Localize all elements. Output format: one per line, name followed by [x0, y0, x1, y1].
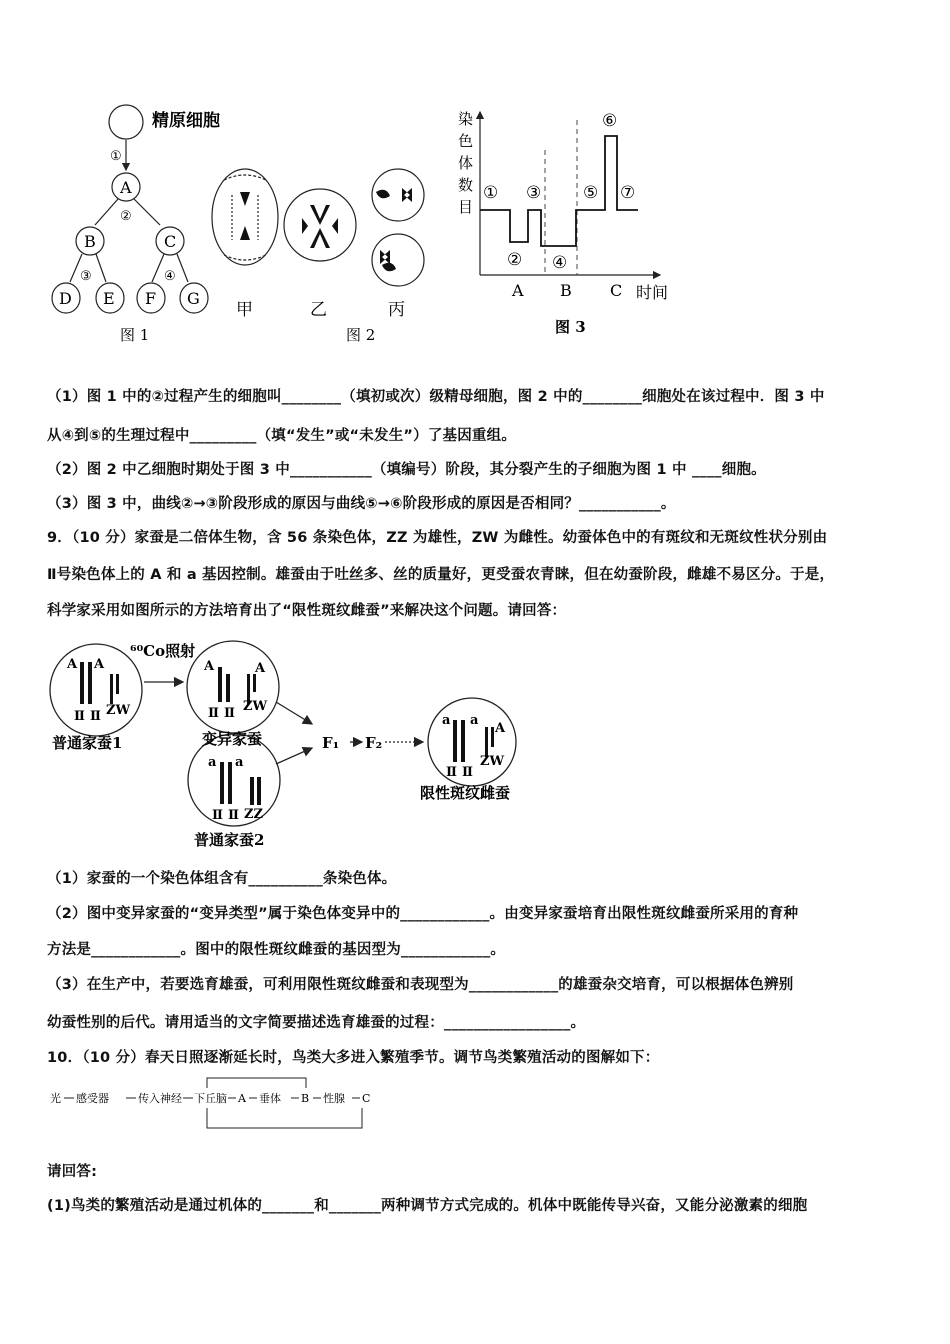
q9-sub-2b: 方法是____________。图中的限性斑纹雌蚕的基因型为____________。	[47, 942, 506, 958]
zz-1: ZZ	[244, 807, 263, 822]
process-label-3: ③	[80, 269, 92, 284]
q8-line-4: （3）图 3 中，曲线②→③阶段形成的原因与曲线⑤→⑥阶段形成的原因是否相同？___________。	[47, 496, 676, 512]
q10-line-2: 请回答:	[47, 1164, 98, 1180]
gene-A-5: A	[495, 721, 506, 736]
gene-a-3: a	[442, 713, 451, 728]
q8-line-1: （1）图 1 中的②过程产生的细胞叫________（填初或次）级精母细胞，图 2 中的________细胞处在该过程中．图 3 中	[47, 389, 825, 405]
fig3-x-label: 时间	[636, 283, 669, 302]
meiosis-figure	[40, 100, 710, 355]
flow-c: C	[362, 1092, 371, 1105]
fig3-tick-c: C	[610, 281, 623, 300]
fig3-tick-a: A	[512, 281, 524, 300]
q10-line-1: 10．（10 分）春天日照逐渐延长时，鸟类大多进入繁殖季节。调节鸟类繁殖活动的图解如下：	[47, 1050, 660, 1066]
chrom-II-3: Ⅱ	[208, 706, 219, 721]
q9-sub-2a: （2）图中变异家蚕的“变异类型”属于染色体变异中的____________。由变异家蚕培育出限性斑纹雌蚕所采用的育种	[47, 906, 799, 922]
cell-label-b: B	[84, 232, 96, 251]
flow-a: A	[238, 1092, 246, 1105]
gene-A-3: A	[204, 659, 215, 674]
fig2-label-jia: 甲	[236, 300, 253, 320]
q8-line-3: （2）图 2 中乙细胞时期处于图 3 中___________（填编号）阶段，其分裂产生的子细胞为图 1 中 ____细胞。	[47, 462, 766, 478]
fig2-chromosomes	[240, 188, 412, 271]
chrom-II-1: Ⅱ	[74, 709, 85, 724]
process-label-1: ①	[110, 149, 122, 164]
flow-pituitary: 垂体	[259, 1092, 281, 1105]
chrom-II-2: Ⅱ	[90, 709, 101, 724]
stage-label-2: ②	[507, 250, 523, 270]
q9-line-1: 9．（10 分）家蚕是二倍体生物，含 56 条染色体，ZZ 为雄性，ZW 为雌性。幼蚕体色中的有斑纹和无斑纹性状分别由	[47, 530, 828, 546]
chrom-II-7: Ⅱ	[446, 765, 457, 780]
cell-label-f: F	[145, 289, 157, 308]
chrom-II-8: Ⅱ	[462, 765, 473, 780]
flow-hypothalamus: 下丘脑	[194, 1092, 227, 1105]
fig3-caption: 图 3	[555, 318, 586, 336]
fig2-label-yi: 乙	[310, 300, 327, 320]
cell-label-d: D	[59, 289, 72, 308]
gene-a-4: a	[470, 713, 479, 728]
f1-label: F₁	[322, 734, 340, 752]
q9-line-3: 科学家采用如图所示的方法培育出了“限性斑纹雌蚕”来解决这个问题。请回答：	[47, 603, 567, 619]
q10-line-3: (1)鸟类的繁殖活动是通过机体的_______和_______两种调节方式完成的。机体中既能传导兴奋，又能分泌激素的细胞	[47, 1198, 808, 1214]
fig2-label-bing: 丙	[388, 300, 405, 320]
gene-A-4: A	[255, 661, 266, 676]
q9-sub-3a: （3）在生产中，若要选育雄蚕，可利用限性斑纹雌蚕和表现型为____________的雄蚕杂交培育，可以根据体色辨别	[47, 977, 794, 993]
q9-sub-3b: 幼蚕性别的后代。请用适当的文字简要描述选育雄蚕的过程：_________________。	[47, 1015, 586, 1031]
f2-label: F₂	[365, 734, 383, 752]
fig1-caption: 图 1	[120, 326, 150, 344]
result-label: 限性斑纹雌蚕	[420, 784, 511, 802]
flow-receptor: 感受器	[76, 1092, 109, 1105]
silkworm1-label: 普通家蚕1	[52, 734, 123, 752]
stage-label-5: ⑤	[583, 183, 599, 203]
chrom-II-4: Ⅱ	[224, 706, 235, 721]
bird-reproduction-flow	[44, 1076, 384, 1132]
chrom-II-6: Ⅱ	[228, 808, 239, 823]
stage-label-7: ⑦	[620, 183, 636, 203]
fig3-tick-b: B	[560, 281, 572, 300]
q8-line-2: 从④到⑤的生理过程中_________（填“发生”或“未发生”）了基因重组。	[47, 428, 517, 444]
stage-label-4: ④	[552, 253, 568, 273]
fig2-caption: 图 2	[346, 326, 376, 344]
cell-label-e: E	[103, 289, 115, 308]
gene-A-1: A	[67, 657, 78, 672]
zw-1: ZW	[106, 703, 131, 718]
gene-a-2: a	[235, 755, 244, 770]
flow-gonad: 性腺	[323, 1092, 345, 1105]
irradiation-label: ⁶⁰Co照射	[130, 642, 196, 660]
stage-label-3: ③	[526, 183, 542, 203]
gene-a-1: a	[208, 755, 217, 770]
flow-light: 光	[50, 1092, 61, 1105]
fig3-dividers	[545, 120, 577, 275]
fig1-title: 精原细胞	[152, 111, 220, 131]
fig3-y-label: 染色体数目	[458, 110, 474, 216]
cell-label-a: A	[120, 178, 132, 197]
chrom-II-5: Ⅱ	[212, 808, 223, 823]
cell-label-c: C	[164, 232, 177, 251]
fig3-curve	[480, 136, 638, 246]
flow-nerve: 传入神经	[138, 1092, 182, 1105]
flow-b: B	[301, 1092, 310, 1105]
process-label-2: ②	[120, 209, 132, 224]
silkworm2-label: 普通家蚕2	[194, 831, 265, 849]
zw-2: ZW	[243, 699, 268, 714]
stage-label-1: ①	[483, 183, 499, 203]
process-label-4: ④	[164, 269, 176, 284]
cell-label-g: G	[187, 289, 200, 308]
mutant-label: 变异家蚕	[202, 730, 263, 748]
silkworm-breeding-diagram	[40, 632, 560, 854]
gene-A-2: A	[94, 657, 105, 672]
q9-sub-1: （1）家蚕的一个染色体组含有__________条染色体。	[47, 871, 397, 887]
zw-3: ZW	[480, 754, 505, 769]
stage-label-6: ⑥	[602, 111, 618, 131]
q9-line-2: Ⅱ号染色体上的 A 和 a 基因控制。雄蚕由于吐丝多、丝的质量好，更受蚕农青睐，但在幼蚕阶段，雌雄不易区分。于是，	[47, 567, 835, 583]
